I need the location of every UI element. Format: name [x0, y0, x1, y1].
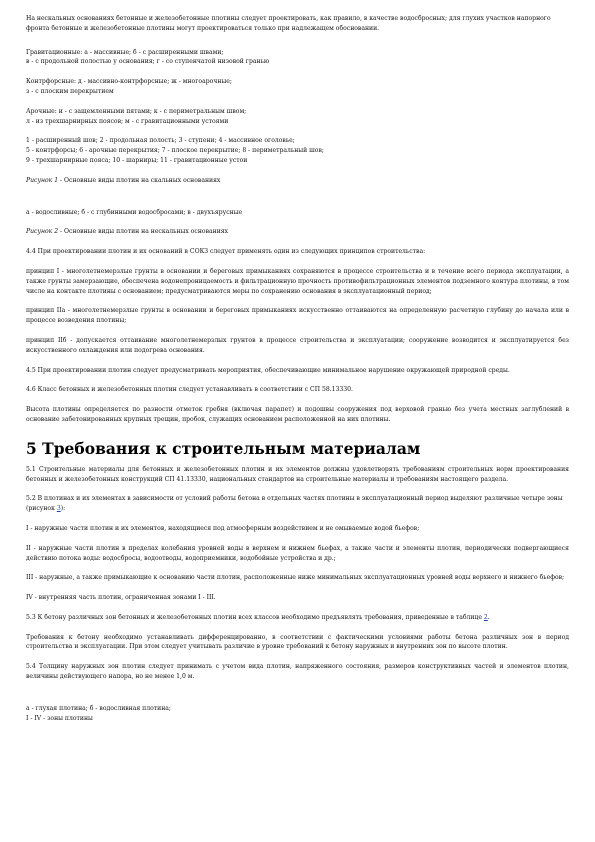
zone-I: I - наружные части плотин и их элементов, находящиеся под атмосферным воздействием и не омываемые водой бьефов; [26, 524, 420, 532]
section-5-2 [26, 494, 569, 514]
figure-1-label: Рисунок 1 [26, 176, 59, 184]
zone-IV: IV - внутренняя часть плотин, ограниченная зонами I - III. [26, 594, 216, 602]
principle-IIa: принцип IIа - многолетнемерзлые грунты в основании и береговых примыканиях искусственно оттаиваются на определенную расчетную глубину до начала или в процессе возведения плотины; [26, 307, 569, 325]
zone-II: II - наружные части плотин в пределах колебания уровней воды в верхнем и нижнем бьефах, а также части и элементы плотин, периодически подвергающиеся действию потока воды: водосбросы, водоотводы, водоприемники, водобойные устройства и др.; [26, 544, 569, 562]
section-4-4: 4.4 При проектировании плотин и их оснований в СОКЗ следует применять один из следующих принципов строительства: [26, 248, 426, 256]
concrete-requirements-paragraph: Требования к бетону необходимо устанавливать дифференцированно, в соответствии с фактическими условиями работы бетона различных зон в период строительства и эксплуатации. При этом следует учитывать различие в уровне требований к бетону наружных и внутренних зон по высоте плотин. [26, 633, 569, 651]
figure-3-link[interactable]: 3 [56, 505, 61, 513]
zone-III: III - наружные, а также примыкающие к основанию части плотин, расположенные ниже минимальных эксплуатационных уровней воды верхнего и нижнего бьефов; [26, 574, 565, 582]
gravity-dams-line-2: в - с продольной полостью у основания; г - со ступенчатой низовой гранью [26, 58, 270, 66]
figure-2-legend: а - водосливные; б - с глубинными водосбросами; в - двухъярусные [26, 208, 243, 216]
table-2-link[interactable]: 2 [483, 613, 488, 621]
principle-IIb: принцип IIб - допускается оттаивание многолетнемерзлых грунтов в процессе строительства и эксплуатации; сооружение возводится и эксплуатируется без искусственного охлаждения или подогрева основания. [26, 336, 569, 354]
figure-1-title: - Основные виды плотин на скальных основаниях [58, 176, 221, 184]
section-4-6: 4.6 Класс бетонных и железобетонных плотин следует устанавливать в соответствии с СП 58.13330. [26, 386, 353, 394]
arch-dams-line-1: Арочные: и - с защемленными пятами; к - с периметральным швом; [26, 107, 247, 115]
figure-1-legend-line-2: 5 - контрфорсы; 6 - арочные перекрытия; 7 - плоское перекрытие; 8 - периметральный шов; [26, 147, 324, 155]
section-4-5: 4.5 При проектировании плотин следует предусматривать мероприятия, обеспечивающие минимальное нарушение окружающей природной среды. [26, 366, 510, 374]
section-5-4: 5.4 Толщину наружных зон плотин следует принимать с учетом вида плотин, напряженного состояния, размеров конструктивных частей и элементов плотин, величины действующего напора, но не менее 1,0 м. [26, 663, 569, 681]
section-5-2-text: 5.2 В плотинах и их элементах в зависимости от условий работы бетона в отдельных частях плотины в эксплуатационный период выделяют различные четыре зоны (рисунок [26, 495, 563, 513]
section-5-3-tail: . [487, 613, 490, 621]
figure-2-title: - Основные виды плотин на нескальных основаниях [58, 228, 229, 236]
gravity-dams-line-1: Гравитационные: а - массивные; б - с расширенными швами; [26, 48, 224, 56]
figure-2-caption [26, 227, 569, 237]
section-5-3-text: 5.3 К бетону различных зон бетонных и железобетонных плотин всех классов необходимо предъявлять требования, приведенные в таблице [26, 613, 484, 621]
principle-I: принцип I - многолетнемерзлые грунты в основании и береговых примыканиях сохраняются в процессе строительства и в течение всего периода эксплуатации, а также грунты замерзающие, обеспечена водонепроницаемость и фильтрационную прочность противофильтрационных элементов подземного контура плотины, в том числе на контакте плотины с основанием; предусматриваются меры по сохранению основания в эксплуатационный период; [26, 267, 569, 295]
dam-height-paragraph: Высота плотины определяется по разности отметок гребня (включая парапет) и подошвы сооружения под верховой гранью без учета местных заглублений в основание забетонированных крупных трещин, пробок, служащих основанием расположенной на них плотины. [26, 406, 569, 423]
figure-1-caption [26, 176, 569, 186]
intro-paragraph: На нескальных основаниях бетонные и железобетонные плотины следует проектировать, как правило, в качестве водосбросных; для глухих участков напорного фронта бетонные и железобетонные плотины могут проектироваться только при надлежащем обосновании. [26, 15, 551, 32]
section-5-heading: 5 Требования к строительным материалам [26, 438, 421, 458]
arch-dams-line-2: л - из трехшарнирных поясов; м - с гравитационными устоями [26, 117, 229, 125]
section-5-1: 5.1 Строительные материалы для бетонных и железобетонных плотин и их элементов должны удовлетворять требованиям строительных норм проектирования бетонных и железобетонных конструкций СП 41.13330, национальных стандартов на строительные материалы и требованиям настоящего раздела. [26, 465, 569, 483]
figure-3-legend: а - глухая плотина; б - водосливная плотина; [26, 704, 171, 712]
section-5-3 [26, 613, 569, 623]
figure-1-legend-line-1: 1 - расширенный шов; 2 - продольная полость; 3 - ступени; 4 - массивное оголовье; [26, 137, 295, 145]
figure-3-zones: I - IV - зоны плотины [26, 714, 93, 722]
figure-1-legend-line-3: 9 - трехшарнирные пояса; 10 - шарниры; 11 - гравитационные устои [26, 156, 248, 164]
buttress-dams-line-1: Контрфорсные: д - массивно-контрфорсные; ж - многоарочные; [26, 78, 232, 86]
figure-2-label: Рисунок 2 [26, 228, 59, 236]
document-page [26, 14, 569, 723]
section-5-2-tail: ): [60, 505, 66, 513]
buttress-dams-line-2: з - с плоским перекрытием [26, 87, 114, 95]
